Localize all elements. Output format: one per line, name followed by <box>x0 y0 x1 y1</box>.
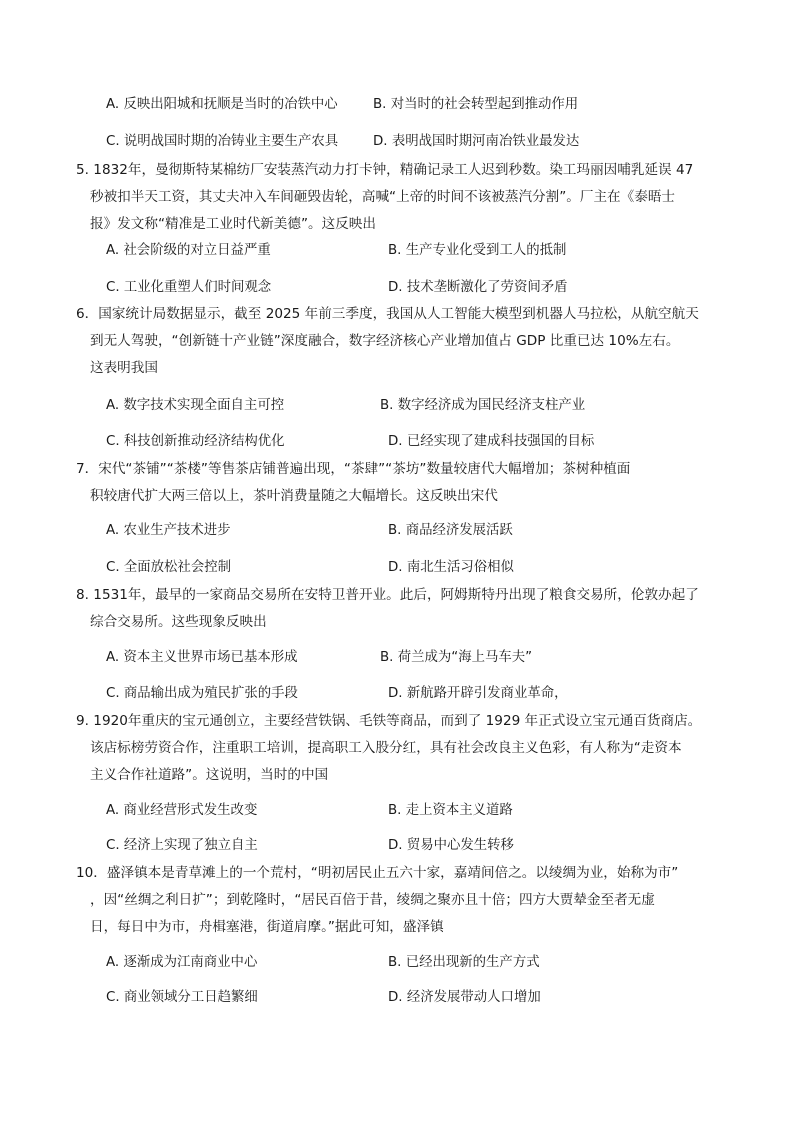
option-a: A. 反映出阳城和抚顺是当时的冶铁中心 <box>106 97 338 112</box>
question-6-stem-line-2: 到无人驾驶，“创新链十产业链”深度融合，数字经济核心产业增加值占 GDP 比重已达 10%左右。 <box>90 333 680 349</box>
option-b: B. 已经出现新的生产方式 <box>388 955 540 970</box>
question-7-stem-line-2: 积较唐代扩大两三倍以上，茶叶消费量随之大幅增长。这反映出宋代 <box>90 488 498 504</box>
option-c: C. 商业领域分工日趋繁细 <box>106 990 258 1005</box>
option-a: A. 逐渐成为江南商业中心 <box>106 955 258 970</box>
question-6-stem-line-1: 6．国家统计局数据显示，截至 2025 年前三季度，我国从人工智能大模型到机器人马拉松，从航空航天 <box>76 306 699 322</box>
option-d: D. 技术垄断激化了劳资间矛盾 <box>388 280 568 295</box>
option-c: C. 全面放松社会控制 <box>106 560 231 575</box>
option-a: A. 农业生产技术进步 <box>106 523 231 538</box>
question-9-stem-line-2: 该店标榜劳资合作，注重职工培训，提高职工入股分红，具有社会改良主义色彩，有人称为“走资本 <box>90 740 682 756</box>
question-5-stem-line-2: 秒被扣半天工资，其丈夫冲入车间砸毁齿轮，高喊“上帝的时间不该被蒸汽分割”。厂主在《泰晤士 <box>90 189 676 205</box>
option-b: B. 商品经济发展活跃 <box>388 523 513 538</box>
option-d: D. 新航路开辟引发商业革命， <box>388 686 568 701</box>
question-5-stem-line-3: 报》发文称“精准是工业时代新美德”。这反映出 <box>90 216 376 232</box>
option-c: C. 科技创新推动经济结构优化 <box>106 434 285 449</box>
question-5-stem-line-1: 5. 1832年，曼彻斯特某棉纺厂安装蒸汽动力打卡钟，精确记录工人迟到秒数。染工玛丽因哺乳延误 47 <box>76 162 694 178</box>
option-b: B. 走上资本主义道路 <box>388 803 513 818</box>
option-b: B. 生产专业化受到工人的抵制 <box>388 243 567 258</box>
question-6-stem-line-3: 这表明我国 <box>90 360 158 376</box>
option-b: B. 数字经济成为国民经济支柱产业 <box>380 398 586 413</box>
option-c: C. 经济上实现了独立自主 <box>106 838 258 853</box>
option-a: A. 资本主义世界市场已基本形成 <box>106 650 298 665</box>
question-9-stem-line-3: 主义合作社道路”。这说明，当时的中国 <box>90 767 329 783</box>
question-10-stem-line-3: 日，每日中为市，舟楫塞港，街道肩摩。”据此可知，盛泽镇 <box>90 919 444 935</box>
option-b: B. 荷兰成为“海上马车夫” <box>380 650 533 665</box>
option-d: D. 已经实现了建成科技强国的目标 <box>388 434 595 449</box>
option-c: C. 工业化重塑人们时间观念 <box>106 280 272 295</box>
option-d: D. 经济发展带动人口增加 <box>388 990 541 1005</box>
question-7-stem-line-1: 7．宋代“茶铺”“茶楼”等售茶店铺普遍出现，“茶肆”“茶坊”数量较唐代大幅增加；茶树种植面 <box>76 461 631 477</box>
option-d: D. 贸易中心发生转移 <box>388 838 514 853</box>
option-a: A. 数字技术实现全面自主可控 <box>106 398 285 413</box>
question-8-stem-line-2: 综合交易所。这些现象反映出 <box>90 614 267 630</box>
option-b: B. 对当时的社会转型起到推动作用 <box>373 97 579 112</box>
question-10-stem-line-2: ，因“丝绸之利日扩”；到乾隆时，“居民百倍于昔，绫绸之聚亦且十倍；四方大贾辇金至者无虚 <box>90 892 655 908</box>
question-8-stem-line-1: 8. 1531年，最早的一家商品交易所在安特卫普开业。此后，阿姆斯特丹出现了粮食交易所，伦敦办起了 <box>76 587 699 603</box>
question-10-stem-line-1: 10．盛泽镇本是青草滩上的一个荒村，“明初居民止五六十家，嘉靖间倍之。以绫绸为业，始称为市” <box>76 865 679 881</box>
option-d: D. 南北生活习俗相似 <box>388 560 514 575</box>
option-a: A. 商业经营形式发生改变 <box>106 803 258 818</box>
option-a: A. 社会阶级的对立日益严重 <box>106 243 271 258</box>
option-d: D. 表明战国时期河南冶铁业最发达 <box>373 134 580 149</box>
option-c: C. 商品输出成为殖民扩张的手段 <box>106 686 298 701</box>
question-9-stem-line-1: 9. 1920年重庆的宝元通创立，主要经营铁锅、毛铁等商品，而到了 1929 年正式设立宝元通百货商店。 <box>76 713 702 729</box>
option-c: C. 说明战国时期的冶铸业主要生产农具 <box>106 134 339 149</box>
